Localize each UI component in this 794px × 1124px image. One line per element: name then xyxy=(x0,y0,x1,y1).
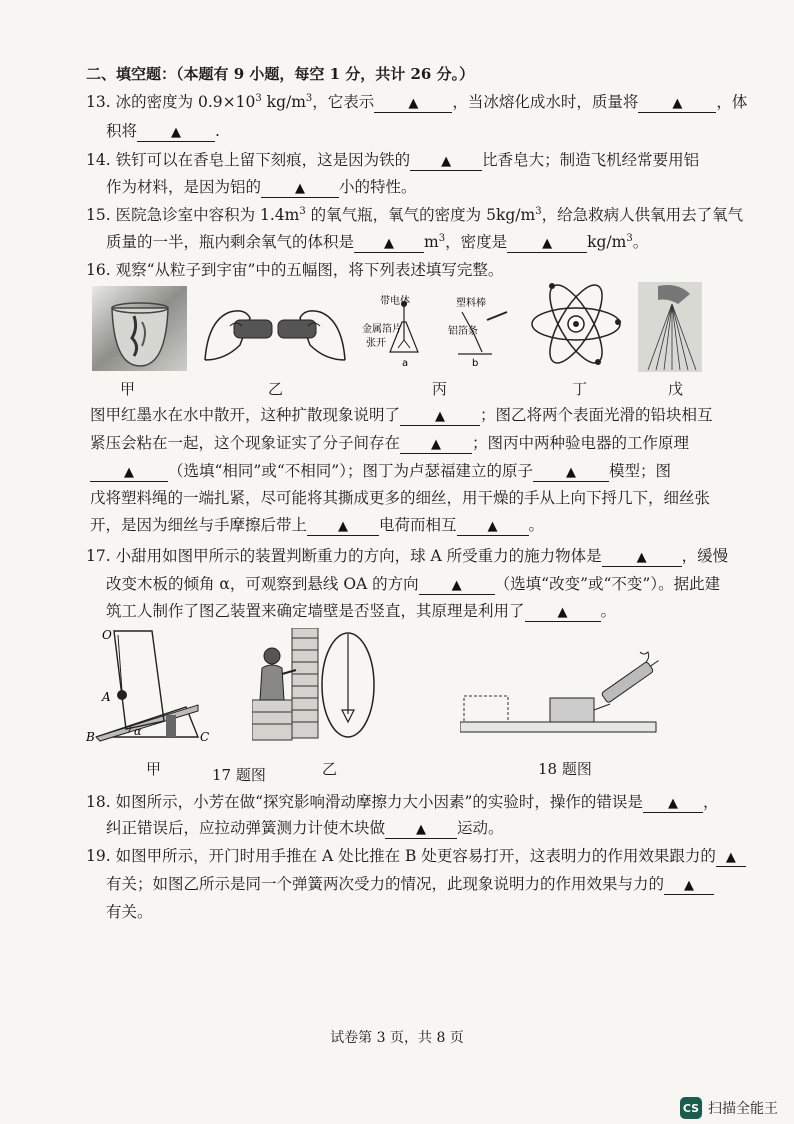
svg-text:带电体: 带电体 xyxy=(380,296,410,307)
question-15-line-2: 质量的一半，瓶内剩余氧气的体积是 ▲ $m^3$，密度是 ▲ $kg/m^3$。 xyxy=(106,232,649,251)
svg-text:b: b xyxy=(472,358,479,369)
q15-blank-1[interactable]: ▲ xyxy=(354,234,424,253)
question-18-line-2: 纠正错误后，应拉动弹簧测力计使木块做 ▲ 运动。 xyxy=(106,819,504,837)
svg-text:铝箔条: 铝箔条 xyxy=(448,326,478,337)
q16-blank-2[interactable]: ▲ xyxy=(400,435,472,454)
q16-blank-6[interactable]: ▲ xyxy=(457,517,529,536)
figure-yi-lead-blocks xyxy=(200,290,350,370)
q17-blank-2[interactable]: ▲ xyxy=(419,576,495,595)
fig-label-ding: 丁 xyxy=(572,380,588,398)
section-header-text: 二、填空题：（本题有 9 小题，每空 1 分，共计 26 分。） xyxy=(86,65,475,83)
svg-text:C: C xyxy=(200,730,210,744)
svg-text:a: a xyxy=(402,358,409,369)
svg-text:A: A xyxy=(102,690,111,704)
figure-wu-plastic-strands xyxy=(638,282,702,372)
figure-jia-ink-beaker xyxy=(92,286,187,371)
fig-label-bing: 丙 xyxy=(432,380,448,398)
question-13-line-1: 13. 冰的密度为 $0.9\times 10^3$ $kg/m^3$，它表示 ▲ ，当冰熔化成水时，质量将 ▲ ，体 xyxy=(86,92,748,111)
page-number-text: 试卷第 3 页，共 8 页 xyxy=(330,1030,464,1046)
question-14-line-1: 14. 铁钉可以在香皂上留下刻痕，这是因为铁的 ▲ 比香皂大；制造飞机经常要用铝 xyxy=(86,151,700,169)
q17-blank-3[interactable]: ▲ xyxy=(525,603,601,622)
svg-text:塑料棒: 塑料棒 xyxy=(456,298,486,309)
question-16-line-5: 开，是因为细丝与手摩擦后带上 ▲ 电荷而相互 ▲ 。 xyxy=(90,516,545,534)
question-16-intro: 16. 观察“从粒子到宇宙”中的五幅图，将下列表述填写完整。 xyxy=(86,261,504,279)
caption-17-figure: 17 题图 xyxy=(212,766,266,784)
svg-text:张开: 张开 xyxy=(366,338,386,349)
q14-blank-2[interactable]: ▲ xyxy=(261,179,339,198)
section-header xyxy=(86,64,474,84)
question-16-line-3: ▲ （选填“相同”或“不相同”）；图丁为卢瑟福建立的原子 ▲ 模型；图 xyxy=(90,461,671,482)
q16-blank-5[interactable]: ▲ xyxy=(307,517,379,536)
q19-blank-1[interactable]: ▲ xyxy=(716,848,746,867)
q17-blank-1[interactable]: ▲ xyxy=(602,548,682,567)
q16-blank-1[interactable]: ▲ xyxy=(400,407,480,426)
question-16-line-2: 紧压会粘在一起，这个现象证实了分子间存在 ▲ ；图丙中两种验电器的工作原理 xyxy=(90,434,690,452)
q13-blank-3[interactable]: ▲ xyxy=(137,123,215,142)
figure-bing-electroscopes xyxy=(362,292,522,372)
watermark-text: 扫描全能王 xyxy=(708,1101,778,1117)
q18-blank-2[interactable]: ▲ xyxy=(385,820,457,839)
figure-18-friction-setup xyxy=(460,644,660,740)
question-18-line-1: 18. 如图所示，小芳在做“探究影响滑动摩擦力大小因素”的实验时，操作的错误是 ▲ ， xyxy=(86,793,719,811)
caption-17-jia: 甲 xyxy=(146,760,162,778)
camscanner-logo-icon: CS xyxy=(680,1097,702,1119)
q14-blank-1[interactable]: ▲ xyxy=(410,152,482,171)
bleed-through-text xyxy=(598,62,602,77)
caption-17-yi: 乙 xyxy=(322,760,338,778)
question-16-line-4: 戊将塑料绳的一端扎紧，尽可能将其撕成更多的细丝，用干燥的手从上向下捋几下，细丝张 xyxy=(90,489,711,507)
question-17-line-1: 17. 小甜用如图甲所示的装置判断重力的方向，球 A 所受重力的施力物体是 ▲ ，缓慢 xyxy=(86,547,729,565)
question-17-line-2: 改变木板的倾角 α，可观察到悬线 OA 的方向 ▲ （选填“改变”或“不变”）。据此建 xyxy=(106,575,721,593)
fig-label-yi: 乙 xyxy=(268,380,284,398)
q15-blank-2[interactable]: ▲ xyxy=(507,234,587,253)
scanner-watermark xyxy=(680,1097,778,1119)
figure-17-plumb-level xyxy=(320,630,376,740)
figure-17-jia-incline xyxy=(86,625,216,745)
q19-blank-2[interactable]: ▲ xyxy=(664,876,714,895)
svg-text:α: α xyxy=(134,725,142,738)
svg-text:B: B xyxy=(86,730,95,744)
q13-blank-2[interactable]: ▲ xyxy=(638,94,716,113)
svg-text:金属箔片: 金属箔片 xyxy=(362,324,402,335)
question-13-line-2: 积将 ▲ . xyxy=(106,122,220,140)
q16-blank-4[interactable]: ▲ xyxy=(533,463,609,482)
figure-ding-atom-model xyxy=(528,276,624,372)
fig-label-jia: 甲 xyxy=(120,380,136,398)
caption-18-figure: 18 题图 xyxy=(538,760,592,778)
question-19-line-2: 有关；如图乙所示是同一个弹簧两次受力的情况，此现象说明力的作用效果与力的 ▲ xyxy=(106,874,714,895)
question-19-line-3: 有关。 xyxy=(106,903,153,921)
question-15-line-1: 15. 医院急诊室中容积为 $1.4m^3$ 的氧气瓶，氧气的密度为 $5kg/m^3$，给急救病人供氧用去了氧气 xyxy=(86,205,744,224)
question-14-line-2: 作为材料，是因为铝的 ▲ 小的特性。 xyxy=(106,178,417,196)
question-16-line-1: 图甲红墨水在水中散开，这种扩散现象说明了 ▲ ；图乙将两个表面光滑的铅块相互 xyxy=(90,406,713,424)
q13-blank-1[interactable]: ▲ xyxy=(374,94,452,113)
page-footer xyxy=(0,1027,794,1047)
svg-text:O: O xyxy=(102,628,112,642)
fig-label-wu: 戊 xyxy=(668,380,684,398)
question-19-line-1: 19. 如图甲所示，开门时用手推在 A 处比推在 B 处更容易打开，这表明力的作用效果跟力的 ▲ xyxy=(86,846,746,867)
question-17-line-3: 筑工人制作了图乙装置来确定墙壁是否竖直，其原理是利用了 ▲ 。 xyxy=(106,602,617,620)
q18-blank-1[interactable]: ▲ xyxy=(643,794,703,813)
q16-blank-3[interactable]: ▲ xyxy=(90,463,168,482)
